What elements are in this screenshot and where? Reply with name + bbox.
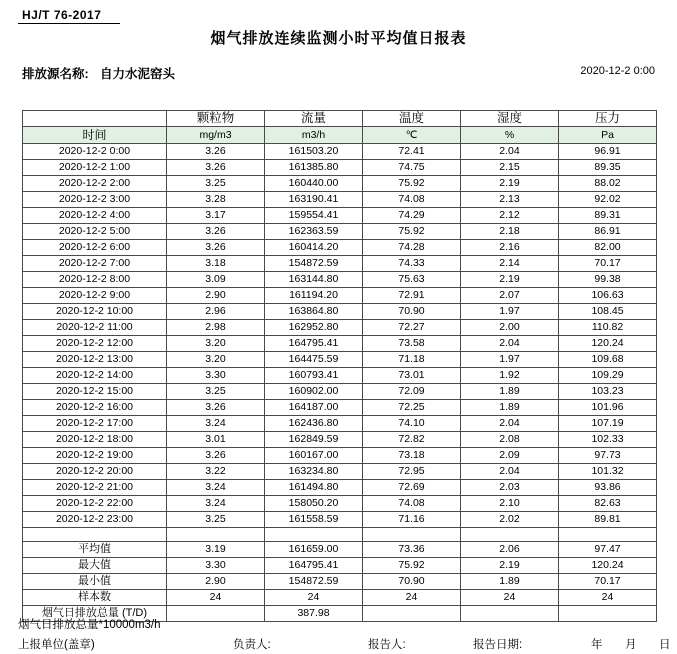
row-time: 2020-12-2 18:00 xyxy=(23,432,167,448)
row-time: 2020-12-2 13:00 xyxy=(23,352,167,368)
cell-pressure: 82.63 xyxy=(559,496,657,512)
daily-total-empty-temperature xyxy=(363,606,461,622)
spacer-cell xyxy=(167,528,265,542)
table-row xyxy=(23,352,657,368)
daily-total-empty-particulate xyxy=(167,606,265,622)
cell-pressure: 101.96 xyxy=(559,400,657,416)
cell-flow: 164475.59 xyxy=(265,352,363,368)
table-row xyxy=(23,336,657,352)
row-time: 2020-12-2 3:00 xyxy=(23,192,167,208)
spacer-cell xyxy=(23,528,167,542)
cell-flow: 160902.00 xyxy=(265,384,363,400)
cell-flow: 163144.80 xyxy=(265,272,363,288)
daily-total-label: 烟气日排放总量 (T/D) xyxy=(23,606,167,622)
cell-pressure: 120.24 xyxy=(559,336,657,352)
spacer-row xyxy=(23,528,657,542)
stat-label-minimum: 最小值 xyxy=(23,574,167,590)
cell-humidity: 2.16 xyxy=(461,240,559,256)
cell-humidity: 2.09 xyxy=(461,448,559,464)
row-time: 2020-12-2 22:00 xyxy=(23,496,167,512)
cell-particulate: 3.17 xyxy=(167,208,265,224)
table-row xyxy=(23,192,657,208)
row-time: 2020-12-2 12:00 xyxy=(23,336,167,352)
cell-temperature: 73.01 xyxy=(363,368,461,384)
stat-row-minimum xyxy=(23,574,657,590)
row-time: 2020-12-2 6:00 xyxy=(23,240,167,256)
cell-humidity: 2.18 xyxy=(461,224,559,240)
table-row xyxy=(23,480,657,496)
cell-humidity: 2.19 xyxy=(461,176,559,192)
row-time: 2020-12-2 10:00 xyxy=(23,304,167,320)
cell-pressure: 109.29 xyxy=(559,368,657,384)
cell-flow: 161194.20 xyxy=(265,288,363,304)
cell-temperature: 71.18 xyxy=(363,352,461,368)
cell-humidity: 2.03 xyxy=(461,480,559,496)
row-time: 2020-12-2 4:00 xyxy=(23,208,167,224)
cell-temperature: 72.69 xyxy=(363,480,461,496)
cell-particulate: 3.25 xyxy=(167,384,265,400)
stat-temperature: 75.92 xyxy=(363,558,461,574)
row-time: 2020-12-2 20:00 xyxy=(23,464,167,480)
table-row xyxy=(23,432,657,448)
cell-pressure: 92.02 xyxy=(559,192,657,208)
column-header-humidity: 湿度 xyxy=(461,111,559,127)
cell-pressure: 82.00 xyxy=(559,240,657,256)
cell-particulate: 3.26 xyxy=(167,240,265,256)
cell-temperature: 72.27 xyxy=(363,320,461,336)
cell-flow: 154872.59 xyxy=(265,256,363,272)
cell-particulate: 3.24 xyxy=(167,480,265,496)
spacer-cell xyxy=(265,528,363,542)
stat-temperature: 70.90 xyxy=(363,574,461,590)
cell-humidity: 1.89 xyxy=(461,384,559,400)
stat-label-sample-count: 样本数 xyxy=(23,590,167,606)
stat-particulate: 3.30 xyxy=(167,558,265,574)
cell-temperature: 73.18 xyxy=(363,448,461,464)
column-header-temperature: 温度 xyxy=(363,111,461,127)
standard-code: HJ/T 76-2017 xyxy=(22,8,102,22)
column-header-particulate: 颗粒物 xyxy=(167,111,265,127)
cell-flow: 161503.20 xyxy=(265,144,363,160)
row-time: 2020-12-2 15:00 xyxy=(23,384,167,400)
stat-humidity: 2.06 xyxy=(461,542,559,558)
row-time: 2020-12-2 19:00 xyxy=(23,448,167,464)
table-row xyxy=(23,288,657,304)
stat-row-average xyxy=(23,542,657,558)
cell-particulate: 3.30 xyxy=(167,368,265,384)
cell-temperature: 71.16 xyxy=(363,512,461,528)
cell-pressure: 89.31 xyxy=(559,208,657,224)
total-note: 烟气日排放总量*10000m3/h xyxy=(18,619,161,631)
report-datetime: 2020-12-2 0:00 xyxy=(580,65,655,77)
cell-particulate: 3.01 xyxy=(167,432,265,448)
cell-pressure: 96.91 xyxy=(559,144,657,160)
table-row xyxy=(23,208,657,224)
cell-flow: 158050.20 xyxy=(265,496,363,512)
cell-particulate: 3.22 xyxy=(167,464,265,480)
table-row xyxy=(23,256,657,272)
stat-pressure: 70.17 xyxy=(559,574,657,590)
cell-pressure: 108.45 xyxy=(559,304,657,320)
cell-pressure: 89.81 xyxy=(559,512,657,528)
cell-pressure: 99.38 xyxy=(559,272,657,288)
row-time: 2020-12-2 16:00 xyxy=(23,400,167,416)
source-name-value: 自力水泥窑头 xyxy=(100,67,176,81)
row-time: 2020-12-2 2:00 xyxy=(23,176,167,192)
table-row xyxy=(23,144,657,160)
cell-flow: 163234.80 xyxy=(265,464,363,480)
stat-particulate: 2.90 xyxy=(167,574,265,590)
cell-temperature: 75.92 xyxy=(363,224,461,240)
cell-flow: 161494.80 xyxy=(265,480,363,496)
table-row xyxy=(23,384,657,400)
cell-pressure: 70.17 xyxy=(559,256,657,272)
cell-temperature: 74.75 xyxy=(363,160,461,176)
cell-pressure: 109.68 xyxy=(559,352,657,368)
unit-pressure: Pa xyxy=(559,127,657,144)
row-time: 2020-12-2 9:00 xyxy=(23,288,167,304)
stat-label-average: 平均值 xyxy=(23,542,167,558)
cell-temperature: 74.08 xyxy=(363,496,461,512)
cell-humidity: 2.13 xyxy=(461,192,559,208)
stat-flow: 161659.00 xyxy=(265,542,363,558)
cell-temperature: 74.29 xyxy=(363,208,461,224)
cell-particulate: 3.24 xyxy=(167,496,265,512)
cell-flow: 162363.59 xyxy=(265,224,363,240)
cell-pressure: 110.82 xyxy=(559,320,657,336)
day-label: 日 xyxy=(659,639,671,651)
row-time: 2020-12-2 17:00 xyxy=(23,416,167,432)
month-label: 月 xyxy=(625,639,637,651)
report-unit-label: 上报单位(盖章) xyxy=(18,639,95,651)
stat-flow: 24 xyxy=(265,590,363,606)
daily-total-value: 387.98 xyxy=(265,606,363,622)
row-time: 2020-12-2 14:00 xyxy=(23,368,167,384)
cell-particulate: 3.18 xyxy=(167,256,265,272)
row-time: 2020-12-2 7:00 xyxy=(23,256,167,272)
cell-flow: 163864.80 xyxy=(265,304,363,320)
cell-flow: 160167.00 xyxy=(265,448,363,464)
cell-humidity: 2.04 xyxy=(461,416,559,432)
spacer-cell xyxy=(363,528,461,542)
cell-particulate: 3.25 xyxy=(167,512,265,528)
cell-temperature: 74.10 xyxy=(363,416,461,432)
row-time: 2020-12-2 21:00 xyxy=(23,480,167,496)
cell-humidity: 2.04 xyxy=(461,464,559,480)
table-row xyxy=(23,512,657,528)
cell-temperature: 72.41 xyxy=(363,144,461,160)
row-time: 2020-12-2 0:00 xyxy=(23,144,167,160)
unit-humidity: % xyxy=(461,127,559,144)
cell-particulate: 3.20 xyxy=(167,336,265,352)
cell-particulate: 2.98 xyxy=(167,320,265,336)
cell-humidity: 1.92 xyxy=(461,368,559,384)
cell-temperature: 72.91 xyxy=(363,288,461,304)
cell-pressure: 106.63 xyxy=(559,288,657,304)
cell-pressure: 102.33 xyxy=(559,432,657,448)
column-header-time: 时间 xyxy=(23,127,167,144)
cell-temperature: 70.90 xyxy=(363,304,461,320)
standard-code-underline xyxy=(18,23,120,24)
cell-temperature: 74.08 xyxy=(363,192,461,208)
unit-flow: m3/h xyxy=(265,127,363,144)
cell-pressure: 89.35 xyxy=(559,160,657,176)
cell-temperature: 72.09 xyxy=(363,384,461,400)
stat-pressure: 24 xyxy=(559,590,657,606)
cell-humidity: 2.08 xyxy=(461,432,559,448)
responsible-person-label: 负责人: xyxy=(233,639,271,651)
cell-temperature: 74.28 xyxy=(363,240,461,256)
cell-humidity: 2.02 xyxy=(461,512,559,528)
cell-flow: 160440.00 xyxy=(265,176,363,192)
cell-flow: 160793.41 xyxy=(265,368,363,384)
cell-temperature: 72.82 xyxy=(363,432,461,448)
cell-particulate: 3.24 xyxy=(167,416,265,432)
stat-temperature: 73.36 xyxy=(363,542,461,558)
table-row xyxy=(23,304,657,320)
table-row xyxy=(23,368,657,384)
cell-humidity: 2.19 xyxy=(461,272,559,288)
cell-flow: 164187.00 xyxy=(265,400,363,416)
cell-particulate: 3.25 xyxy=(167,176,265,192)
unit-particulate: mg/m3 xyxy=(167,127,265,144)
table-row xyxy=(23,240,657,256)
cell-humidity: 2.10 xyxy=(461,496,559,512)
stat-humidity: 2.19 xyxy=(461,558,559,574)
cell-particulate: 3.26 xyxy=(167,448,265,464)
cell-humidity: 1.89 xyxy=(461,400,559,416)
table-row xyxy=(23,416,657,432)
table-unit-row xyxy=(23,127,657,144)
unit-temperature: ℃ xyxy=(363,127,461,144)
source-name-label: 排放源名称: xyxy=(22,67,89,81)
spacer-cell xyxy=(559,528,657,542)
table-corner-cell xyxy=(23,111,167,127)
cell-temperature: 75.63 xyxy=(363,272,461,288)
stat-flow: 154872.59 xyxy=(265,574,363,590)
hourly-average-table xyxy=(22,110,657,622)
cell-temperature: 74.33 xyxy=(363,256,461,272)
cell-humidity: 1.97 xyxy=(461,304,559,320)
cell-temperature: 72.25 xyxy=(363,400,461,416)
page-title: 烟气排放连续监测小时平均值日报表 xyxy=(210,30,467,47)
spacer-cell xyxy=(461,528,559,542)
stat-flow: 164795.41 xyxy=(265,558,363,574)
row-time: 2020-12-2 8:00 xyxy=(23,272,167,288)
cell-pressure: 97.73 xyxy=(559,448,657,464)
table-row xyxy=(23,176,657,192)
stat-row-maximum xyxy=(23,558,657,574)
stat-temperature: 24 xyxy=(363,590,461,606)
table-row xyxy=(23,496,657,512)
cell-flow: 159554.41 xyxy=(265,208,363,224)
cell-flow: 164795.41 xyxy=(265,336,363,352)
cell-humidity: 2.07 xyxy=(461,288,559,304)
table-row xyxy=(23,320,657,336)
cell-humidity: 2.04 xyxy=(461,144,559,160)
year-label: 年 xyxy=(591,639,603,651)
cell-particulate: 3.26 xyxy=(167,400,265,416)
cell-particulate: 3.28 xyxy=(167,192,265,208)
stat-humidity: 1.89 xyxy=(461,574,559,590)
cell-pressure: 86.91 xyxy=(559,224,657,240)
row-time: 2020-12-2 5:00 xyxy=(23,224,167,240)
cell-temperature: 75.92 xyxy=(363,176,461,192)
cell-flow: 161558.59 xyxy=(265,512,363,528)
cell-temperature: 73.58 xyxy=(363,336,461,352)
column-header-pressure: 压力 xyxy=(559,111,657,127)
table-header-row xyxy=(23,111,657,127)
cell-flow: 162849.59 xyxy=(265,432,363,448)
cell-flow: 163190.41 xyxy=(265,192,363,208)
stat-pressure: 97.47 xyxy=(559,542,657,558)
table-row xyxy=(23,464,657,480)
daily-total-empty-pressure xyxy=(559,606,657,622)
cell-pressure: 103.23 xyxy=(559,384,657,400)
cell-particulate: 3.26 xyxy=(167,160,265,176)
row-time: 2020-12-2 11:00 xyxy=(23,320,167,336)
stat-particulate: 3.19 xyxy=(167,542,265,558)
table-row xyxy=(23,224,657,240)
cell-pressure: 93.86 xyxy=(559,480,657,496)
cell-flow: 161385.80 xyxy=(265,160,363,176)
cell-pressure: 88.02 xyxy=(559,176,657,192)
table-row xyxy=(23,448,657,464)
cell-humidity: 1.97 xyxy=(461,352,559,368)
stat-label-maximum: 最大值 xyxy=(23,558,167,574)
cell-pressure: 101.32 xyxy=(559,464,657,480)
table-row xyxy=(23,272,657,288)
cell-humidity: 2.12 xyxy=(461,208,559,224)
cell-humidity: 2.14 xyxy=(461,256,559,272)
stat-humidity: 24 xyxy=(461,590,559,606)
cell-pressure: 107.19 xyxy=(559,416,657,432)
cell-particulate: 2.96 xyxy=(167,304,265,320)
cell-particulate: 3.20 xyxy=(167,352,265,368)
cell-flow: 162952.80 xyxy=(265,320,363,336)
cell-particulate: 3.26 xyxy=(167,224,265,240)
row-time: 2020-12-2 1:00 xyxy=(23,160,167,176)
report-date-label: 报告日期: xyxy=(473,639,523,651)
stat-row-sample-count xyxy=(23,590,657,606)
cell-flow: 160414.20 xyxy=(265,240,363,256)
stat-pressure: 120.24 xyxy=(559,558,657,574)
cell-particulate: 3.09 xyxy=(167,272,265,288)
daily-total-empty-humidity xyxy=(461,606,559,622)
cell-humidity: 2.15 xyxy=(461,160,559,176)
table-row xyxy=(23,160,657,176)
cell-flow: 162436.80 xyxy=(265,416,363,432)
stat-particulate: 24 xyxy=(167,590,265,606)
cell-humidity: 2.04 xyxy=(461,336,559,352)
reporter-label: 报告人: xyxy=(368,639,406,651)
row-time: 2020-12-2 23:00 xyxy=(23,512,167,528)
cell-particulate: 3.26 xyxy=(167,144,265,160)
column-header-flow: 流量 xyxy=(265,111,363,127)
cell-temperature: 72.95 xyxy=(363,464,461,480)
cell-humidity: 2.00 xyxy=(461,320,559,336)
table-row xyxy=(23,400,657,416)
cell-particulate: 2.90 xyxy=(167,288,265,304)
